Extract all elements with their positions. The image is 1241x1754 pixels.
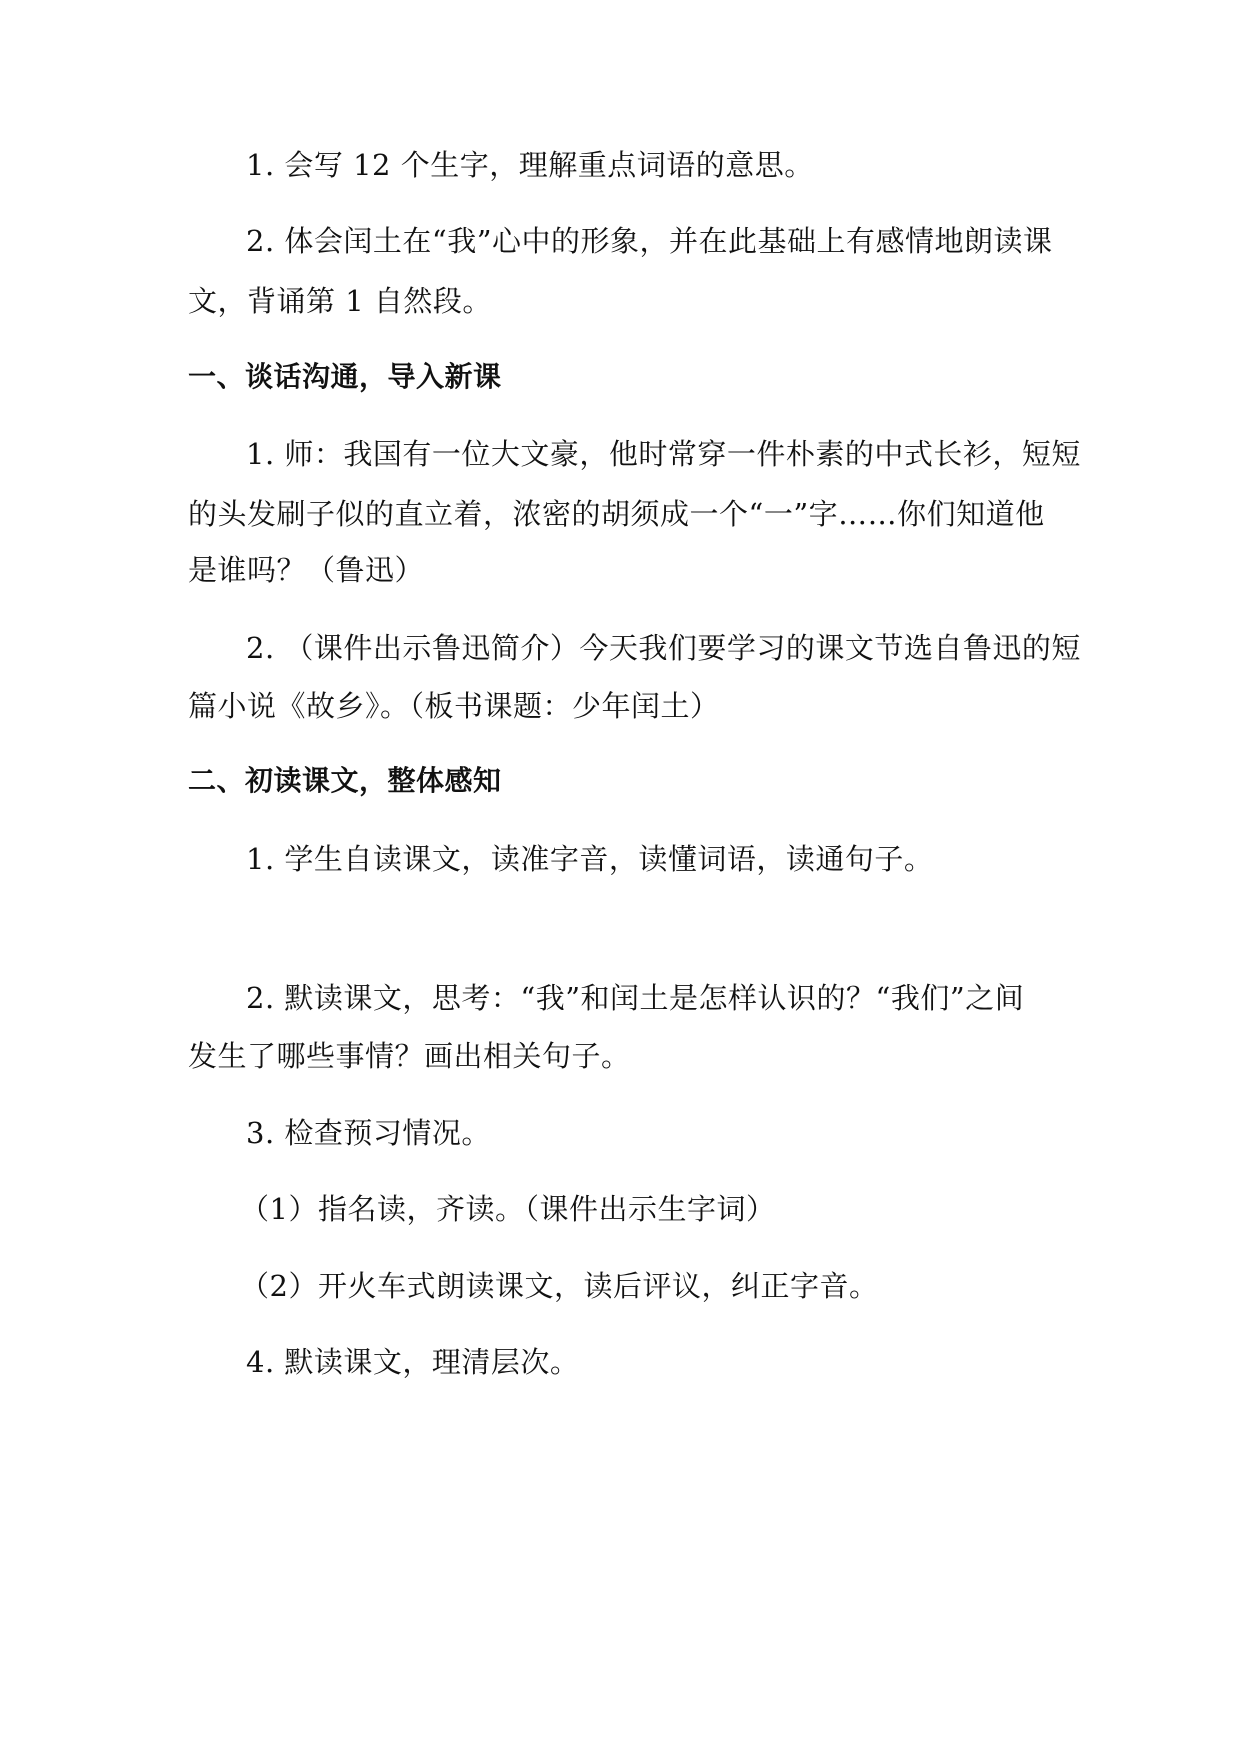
- section-1-paragraph-1-line-1: 1. 师：我国有一位大文豪，他时常穿一件朴素的中式长衫，短短: [246, 437, 1081, 471]
- section-1-title: 一、谈话沟通，导入新课: [188, 360, 502, 393]
- section-2-paragraph-1: 1. 学生自读课文，读准字音，读懂词语，读通句子。: [246, 842, 934, 876]
- objective-item-2-line-2: 文，背诵第 1 自然段。: [188, 284, 492, 318]
- section-1-paragraph-1-line-2: 的头发刷子似的直立着，浓密的胡须成一个“一”字……你们知道他: [188, 497, 1045, 531]
- section-2-paragraph-4: 4. 默读课文，理清层次。: [246, 1345, 580, 1379]
- section-2-paragraph-3-sub-2: （2）开火车式朗读课文，读后评议，纠正字音。: [240, 1269, 879, 1303]
- section-2-paragraph-2-line-1: 2. 默读课文，思考：“我”和闰土是怎样认识的？“我们”之间: [246, 981, 1025, 1015]
- section-2-paragraph-3: 3. 检查预习情况。: [246, 1116, 491, 1150]
- section-1-paragraph-2-line-2: 篇小说《故乡》。（板书课题：少年闰土）: [188, 689, 720, 723]
- section-2-paragraph-3-sub-1: （1）指名读，齐读。（课件出示生字词）: [240, 1192, 776, 1226]
- objective-item-2-line-1: 2. 体会闰土在“我”心中的形象，并在此基础上有感情地朗读课: [246, 224, 1053, 258]
- section-2-paragraph-2-line-2: 发生了哪些事情？画出相关句子。: [188, 1039, 631, 1073]
- section-2-title: 二、初读课文，整体感知: [188, 764, 502, 797]
- section-1-paragraph-2-line-1: 2. （课件出示鲁迅简介）今天我们要学习的课文节选自鲁迅的短: [246, 631, 1081, 665]
- objective-item-1: 1. 会写 12 个生字，理解重点词语的意思。: [246, 148, 814, 182]
- section-1-paragraph-1-line-3: 是谁吗？（鲁迅）: [188, 553, 425, 587]
